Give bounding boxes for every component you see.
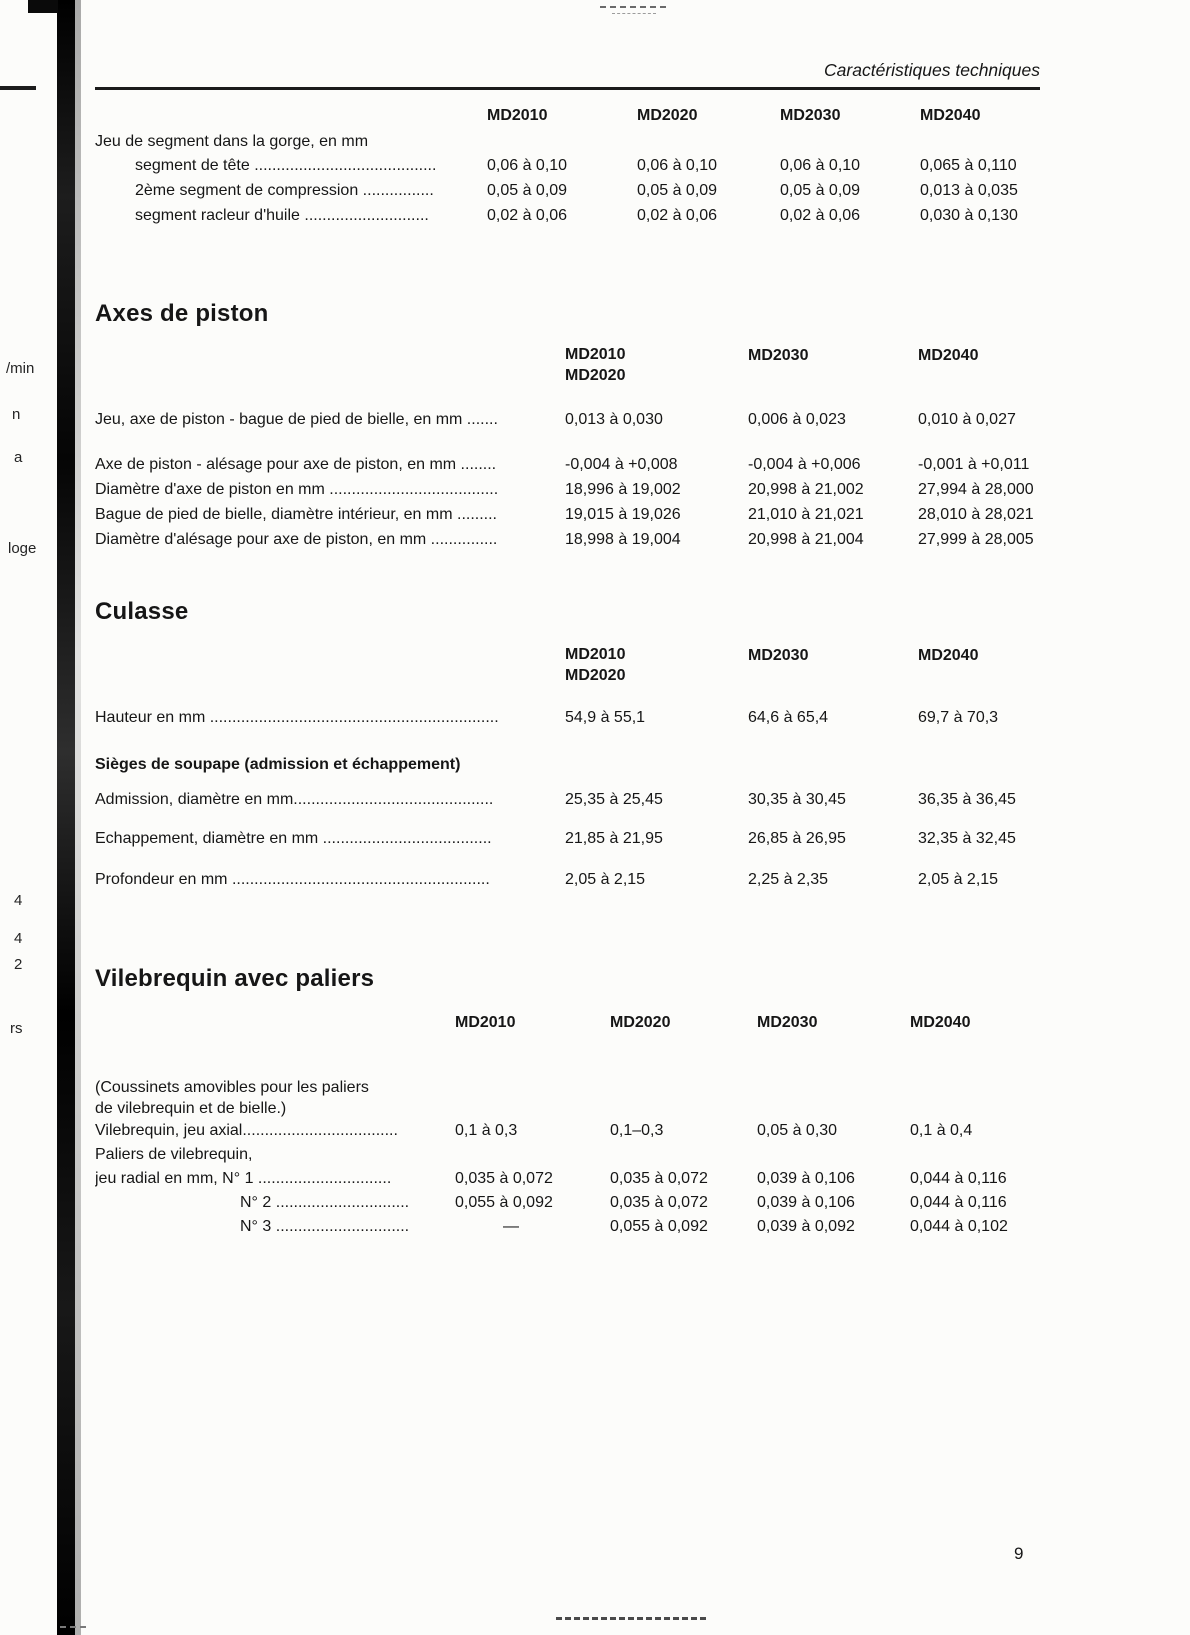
margin-fragment: a <box>14 449 23 466</box>
cell: 36,35 à 36,45 <box>918 791 1016 808</box>
cell: 0,05 à 0,30 <box>757 1122 838 1139</box>
column-header: MD2040 <box>918 347 979 364</box>
cell: 25,35 à 25,45 <box>565 791 663 808</box>
table-row <box>95 1191 1040 1215</box>
cell: 20,998 à 21,002 <box>748 481 864 498</box>
column-header: MD2020 <box>637 107 698 124</box>
section-title: Culasse <box>95 598 189 625</box>
cell: 0,065 à 0,110 <box>920 157 1017 174</box>
table-row <box>95 706 1040 730</box>
column-header <box>565 644 748 686</box>
cell: 0,039 à 0,106 <box>757 1194 855 1211</box>
cell: 0,1 à 0,3 <box>455 1122 518 1139</box>
section-axes-de-piston <box>95 300 1040 552</box>
table-row <box>95 527 1040 552</box>
table-row <box>95 408 1040 432</box>
cell: 0,006 à 0,023 <box>748 411 846 428</box>
row-label: N° 2 .............................. <box>240 1194 410 1211</box>
table-row <box>95 868 1040 892</box>
cell: -0,004 à +0,006 <box>748 456 861 473</box>
row-label: Vilebrequin, jeu axial................................... <box>95 1122 398 1139</box>
cell: 32,35 à 32,45 <box>918 830 1016 847</box>
table-row <box>95 178 1040 203</box>
table-row <box>95 827 1040 851</box>
column-header: MD2040 <box>920 107 981 124</box>
cell: 21,010 à 21,021 <box>748 506 864 523</box>
piston-ring-table <box>95 104 1040 228</box>
column-header: MD2020 <box>610 1014 671 1031</box>
cell: 0,02 à 0,06 <box>780 207 861 224</box>
cell: 0,035 à 0,072 <box>610 1194 708 1211</box>
row-label: Admission, diamètre en mm............................................. <box>95 791 494 808</box>
row-label: Profondeur en mm .......................................................... <box>95 871 490 888</box>
column-header <box>565 344 748 386</box>
row-label: Axe de piston - alésage pour axe de piston, en mm ........ <box>95 456 497 473</box>
row-label: segment de tête ......................................... <box>135 157 437 174</box>
cell: 0,044 à 0,102 <box>910 1218 1008 1235</box>
column-header-line: MD2020 <box>565 367 626 384</box>
cell: 0,013 à 0,035 <box>920 182 1018 199</box>
section-title: Axes de piston <box>95 300 269 327</box>
margin-fragment: 4 <box>14 930 23 947</box>
column-header: MD2010 <box>455 1014 516 1031</box>
row-label: 2ème segment de compression ................ <box>135 182 434 199</box>
cell: 0,02 à 0,06 <box>487 207 568 224</box>
cell: 0,055 à 0,092 <box>455 1194 553 1211</box>
row-label: N° 3 .............................. <box>240 1218 410 1235</box>
cell: 0,06 à 0,10 <box>780 157 861 174</box>
cell: 0,05 à 0,09 <box>780 182 861 199</box>
cell: 28,010 à 28,021 <box>918 506 1034 523</box>
section-culasse <box>95 598 1040 892</box>
table-row <box>95 1119 1040 1143</box>
binding-bar <box>57 0 75 1635</box>
table-body <box>95 153 1040 228</box>
cell: 21,85 à 21,95 <box>565 830 663 847</box>
section-vilebrequin <box>95 965 1040 1239</box>
table-note-line: de vilebrequin et de bielle.) <box>95 1100 287 1117</box>
row-label: Diamètre d'alésage pour axe de piston, en mm ............... <box>95 531 498 548</box>
cell: 0,02 à 0,06 <box>637 207 718 224</box>
column-header-row <box>95 104 1040 128</box>
scan-artifact-corner-block <box>28 0 58 13</box>
cell: 64,6 à 65,4 <box>748 709 829 726</box>
row-label: jeu radial en mm, N° 1 .............................. <box>95 1170 392 1187</box>
cell: 2,05 à 2,15 <box>918 871 999 888</box>
cell: 18,996 à 19,002 <box>565 481 681 498</box>
column-header: MD2030 <box>748 347 809 364</box>
cell: 0,039 à 0,106 <box>757 1170 855 1187</box>
header-rule <box>95 87 1040 90</box>
table-row <box>95 153 1040 178</box>
cell: 27,994 à 28,000 <box>918 481 1034 498</box>
cell: 0,035 à 0,072 <box>610 1170 708 1187</box>
column-header-row <box>95 344 1040 386</box>
margin-fragment: 4 <box>14 892 23 909</box>
margin-fragment: /min <box>6 360 35 377</box>
cell: 19,015 à 19,026 <box>565 506 681 523</box>
cell: 0,05 à 0,09 <box>487 182 568 199</box>
cell: 18,998 à 19,004 <box>565 531 681 548</box>
cell: 0,1–0,3 <box>610 1122 664 1139</box>
margin-fragment: n <box>12 406 21 423</box>
column-header: MD2010 <box>487 107 548 124</box>
cell: 0,055 à 0,092 <box>610 1218 708 1235</box>
scan-artifact-dashes-top <box>600 6 666 8</box>
running-header: Caractéristiques techniques <box>824 60 1040 80</box>
column-header-row <box>95 1011 1040 1035</box>
cell: 20,998 à 21,004 <box>748 531 864 548</box>
row-label: Echappement, diamètre en mm ...................................... <box>95 830 492 847</box>
cell: 0,039 à 0,092 <box>757 1218 855 1235</box>
cell: -0,001 à +0,011 <box>918 456 1030 473</box>
table-note-line: (Coussinets amovibles pour les paliers <box>95 1079 369 1096</box>
cell: 2,05 à 2,15 <box>565 871 646 888</box>
row-label: Hauteur en mm ................................................................. <box>95 709 499 726</box>
cell: 0,010 à 0,027 <box>918 411 1016 428</box>
margin-fragment: loge <box>8 540 37 557</box>
cell: -0,004 à +0,008 <box>565 456 678 473</box>
cell: 0,06 à 0,10 <box>487 157 568 174</box>
scan-artifact-dashes-top-2 <box>612 13 656 14</box>
margin-fragment: 2 <box>14 956 23 973</box>
column-header: MD2040 <box>918 647 979 664</box>
column-header-line: MD2020 <box>565 667 626 684</box>
row-group-label: Paliers de vilebrequin, <box>95 1146 253 1163</box>
cell: 54,9 à 55,1 <box>565 709 646 726</box>
cell: 27,999 à 28,005 <box>918 531 1034 548</box>
cell: 69,7 à 70,3 <box>918 709 999 726</box>
column-header-row <box>95 644 1040 686</box>
column-header: MD2030 <box>748 647 809 664</box>
table-note <box>95 1077 1040 1119</box>
scan-artifact-dashes-bottom <box>556 1617 706 1620</box>
subsection-title: Sièges de soupape (admission et échappement) <box>95 756 461 773</box>
cell: 0,035 à 0,072 <box>455 1170 553 1187</box>
table-row <box>95 203 1040 228</box>
row-label: Bague de pied de bielle, diamètre intérieur, en mm ......... <box>95 506 497 523</box>
table-row <box>95 788 1040 812</box>
table-row <box>95 1167 1040 1191</box>
page-number: 9 <box>1014 1544 1024 1563</box>
cell: 2,25 à 2,35 <box>748 871 829 888</box>
cell: 0,044 à 0,116 <box>910 1170 1007 1187</box>
cell: 30,35 à 30,45 <box>748 791 846 808</box>
row-label: Jeu, axe de piston - bague de pied de bielle, en mm ....... <box>95 411 498 428</box>
table-row <box>95 477 1040 502</box>
column-header-line: MD2010 <box>565 346 626 363</box>
cell: 0,044 à 0,116 <box>910 1194 1007 1211</box>
cell: 26,85 à 26,95 <box>748 830 846 847</box>
column-header: MD2030 <box>780 107 841 124</box>
cell: 0,013 à 0,030 <box>565 411 663 428</box>
table-row <box>95 502 1040 527</box>
cell: 0,06 à 0,10 <box>637 157 718 174</box>
row-group-label: Jeu de segment dans la gorge, en mm <box>95 133 369 150</box>
cell: 0,1 à 0,4 <box>910 1122 973 1139</box>
cell: 0,030 à 0,130 <box>920 207 1018 224</box>
scan-artifact-left-line <box>0 86 36 90</box>
row-label: Diamètre d'axe de piston en mm ...................................... <box>95 481 499 498</box>
column-header: MD2040 <box>910 1014 971 1031</box>
scan-artifact-dashes-bottom-2 <box>60 1626 86 1628</box>
row-label: segment racleur d'huile ............................ <box>135 207 429 224</box>
binding-bar-shadow <box>75 0 81 1635</box>
margin-fragment: rs <box>10 1020 23 1037</box>
cell: 0,05 à 0,09 <box>637 182 718 199</box>
table-body <box>95 452 1040 552</box>
table-row <box>95 1215 1040 1239</box>
table-body <box>95 1119 1040 1239</box>
cell: — <box>503 1218 519 1235</box>
table-row <box>95 452 1040 477</box>
column-header-line: MD2010 <box>565 646 626 663</box>
column-header: MD2030 <box>757 1014 818 1031</box>
section-title: Vilebrequin avec paliers <box>95 965 375 992</box>
